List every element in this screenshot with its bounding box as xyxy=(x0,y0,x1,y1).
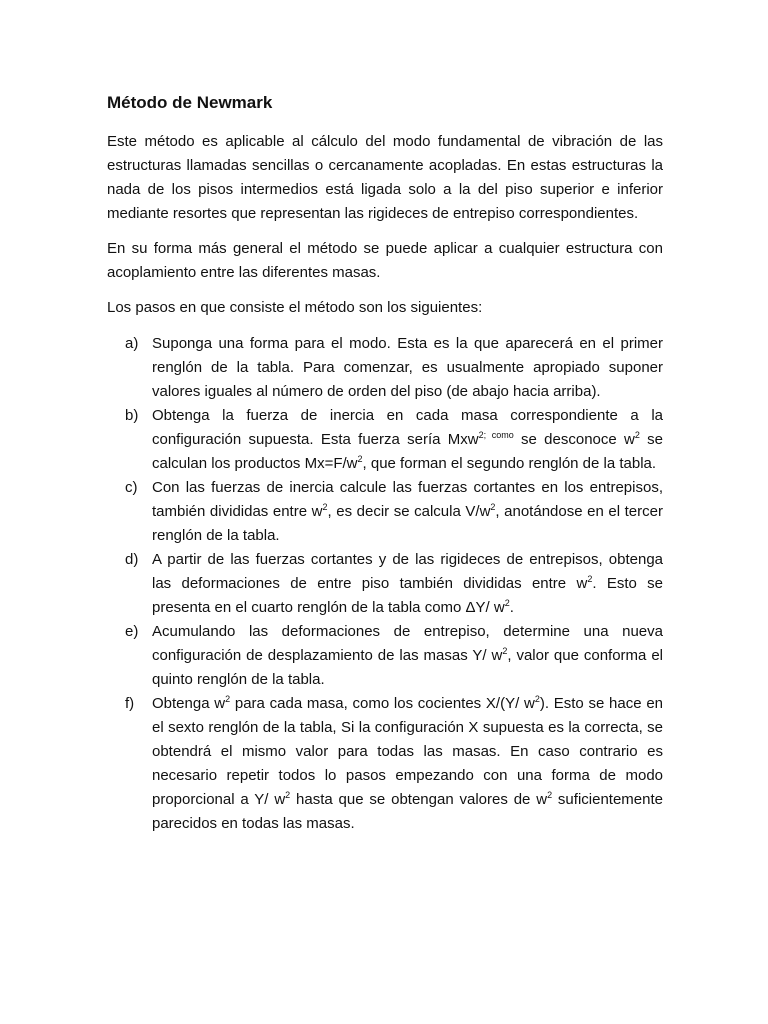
step-marker: c) xyxy=(125,479,138,496)
document-title: Método de Newmark xyxy=(107,93,273,112)
step-text-run: , valor que conforma el quinto renglón de la tabla. xyxy=(152,647,664,688)
step-superscript: 2 xyxy=(490,502,496,512)
step-item xyxy=(107,332,663,404)
step-superscript: 2 xyxy=(322,502,328,512)
step-text-run: , es decir se calcula V/w xyxy=(327,503,491,520)
step-superscript: 2 xyxy=(504,598,510,608)
step-text-run: hasta que se obtengan valores de w xyxy=(290,791,548,808)
steps-list-wrapper xyxy=(107,332,663,836)
step-marker: e) xyxy=(125,623,139,640)
step-item xyxy=(107,404,663,476)
document-page xyxy=(107,90,663,836)
step-text xyxy=(152,551,663,616)
step-item xyxy=(107,476,663,548)
step-text-run: , anotándose en el tercer renglón de la tabla. xyxy=(152,503,663,544)
step-text xyxy=(152,623,663,688)
step-text-run: Obtenga w xyxy=(152,695,226,712)
step-superscript: 2 xyxy=(587,574,593,584)
step-text-run: Suponga una forma para el modo. Esta es la que aparecerá en el primer renglón de la tabla. Para comenzar, es usualmente apropiado suponer valores iguales al número de orden del piso (de abajo hacia arriba). xyxy=(152,335,663,400)
step-text-run: se calculan los productos Mx=F/w xyxy=(152,431,664,472)
step-text-run: . Esto se presenta en el cuarto renglón de la tabla como ΔY/ w xyxy=(152,575,664,616)
step-item xyxy=(107,548,663,620)
step-text xyxy=(152,479,663,544)
step-superscript: 2; como xyxy=(478,430,514,440)
step-superscript: 2 xyxy=(502,646,508,656)
step-marker: b) xyxy=(125,407,139,424)
step-text-run: para cada masa, como los cocientes X/(Y/ w xyxy=(230,695,535,712)
step-text-run: Obtenga la fuerza de inercia en cada masa correspondiente a la configuración supuesta. Esta fuerza sería Mxw xyxy=(152,407,663,448)
step-text-run: A partir de las fuerzas cortantes y de las rigideces de entrepisos, obtenga las deformaciones de entre piso también divididas entre w xyxy=(152,551,663,592)
steps-list xyxy=(107,332,663,836)
step-item xyxy=(107,620,663,692)
step-marker: f) xyxy=(125,695,135,712)
step-text xyxy=(152,695,663,832)
step-superscript: 2 xyxy=(547,790,553,800)
step-text-run: suficientemente parecidos en todas las masas. xyxy=(152,791,663,832)
step-text-run: Acumulando las deformaciones de entrepiso, determine una nueva configuración de desplazamiento de las masas Y/ w xyxy=(152,623,663,664)
step-text-run: ). Esto se hace en el sexto renglón de la tabla, Si la configuración X supuesta es la correcta, se obtendrá el mismo valor para todas las masas. En caso contrario es necesario repetir todos lo pasos empezando con una forma de modo proporcional a Y/ w xyxy=(152,695,663,808)
paragraph-general-form: En su forma más general el método se puede aplicar a cualquier estructura con acoplamiento entre las diferentes masas. xyxy=(107,240,663,281)
paragraph-steps-intro: Los pasos en que consiste el método son los siguientes: xyxy=(107,299,483,316)
step-superscript: 2 xyxy=(357,454,363,464)
step-marker: d) xyxy=(125,551,139,568)
step-text-run: , que forman el segundo renglón de la tabla. xyxy=(362,455,657,472)
step-text xyxy=(152,407,663,472)
step-item xyxy=(107,692,663,836)
step-superscript: 2 xyxy=(225,694,231,704)
step-superscript: 2 xyxy=(534,694,540,704)
step-text-run: . xyxy=(509,599,514,616)
step-marker: a) xyxy=(125,335,139,352)
step-text-run: se desconoce w xyxy=(513,431,635,448)
paragraph-intro: Este método es aplicable al cálculo del modo fundamental de vibración de las estructuras llamadas sencillas o cercanamente acopladas. En estas estructuras la nada de los pisos intermedios está ligada solo a la del piso superior e inferior mediante resortes que representan las rigideces de entrepiso correspondientes. xyxy=(107,133,663,222)
step-superscript: 2 xyxy=(285,790,291,800)
step-superscript: 2 xyxy=(634,430,640,440)
step-text-run: Con las fuerzas de inercia calcule las fuerzas cortantes en los entrepisos, también divididas entre w xyxy=(152,479,663,520)
step-text xyxy=(152,335,663,400)
